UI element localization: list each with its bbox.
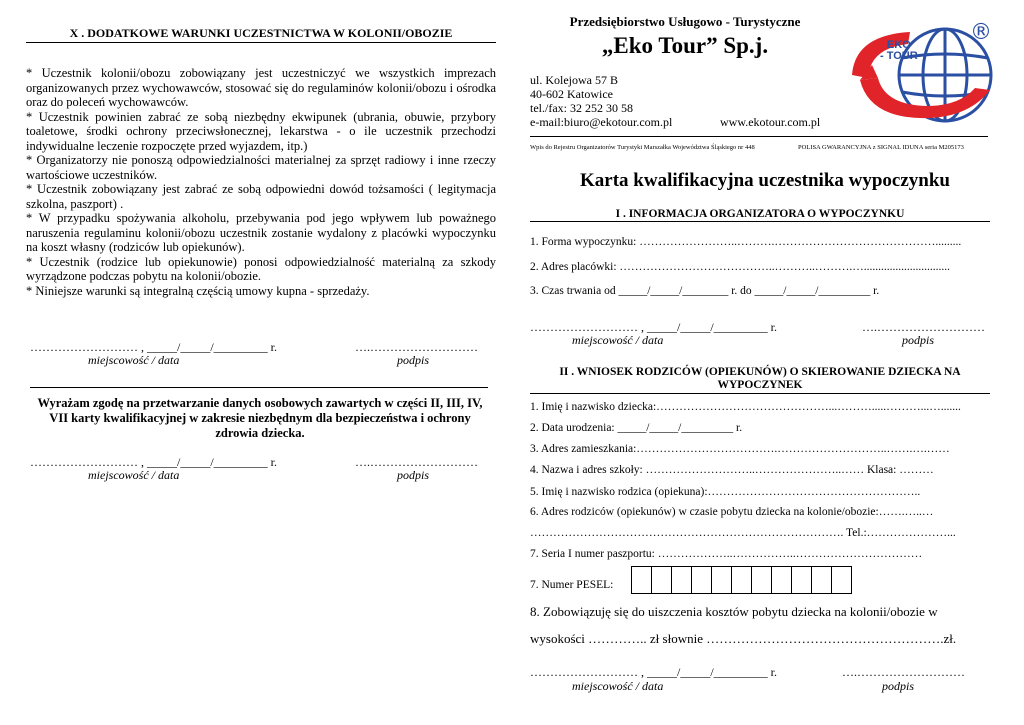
section-2-title: II . WNIOSEK RODZICÓW (OPIEKUNÓW) O SKIEROWANIE DZIECKA NA WYPOCZYNEK: [530, 366, 990, 394]
field-szkola[interactable]: 4. Nazwa i adres szkoły: ………………………..…………………..…… Klasa: ………: [530, 464, 934, 476]
page-title: Karta kwalifikacyjna uczestnika wypoczynku: [580, 170, 950, 191]
pesel-digit[interactable]: [771, 566, 792, 594]
field-adres-zamieszkania[interactable]: 3. Adres zamieszkania:……………………………….………………………..…….….……: [530, 443, 950, 455]
pesel-boxes[interactable]: [632, 566, 852, 594]
pesel-digit[interactable]: [751, 566, 772, 594]
field-adres-rodzicow[interactable]: 6. Adres rodziców (opiekunów) w czasie pobytu dziecka na kolonie/obozie:…….…..…: [530, 506, 934, 518]
caption-sign-3: podpis: [902, 333, 935, 347]
condition-item: * W przypadku spożywania alkoholu, przebywania pod jego wpływem lub poważnego naruszenia regulaminu kolonii/obozu uczestnik zostanie wydalony z placówki wypoczynku na koszt własny (rodziców lub opiekunów).: [26, 211, 496, 254]
signature-place-date-4: ……………………… , _____/_____/_________ r.: [530, 665, 778, 679]
pesel-digit[interactable]: [651, 566, 672, 594]
email: e-mail:biuro@ekotour.com.pl: [530, 115, 673, 129]
field-data-urodzenia[interactable]: 2. Data urodzenia: _____/_____/_________ r.: [530, 422, 743, 434]
contact-block: [530, 73, 672, 129]
field-rodzic[interactable]: 5. Imię i nazwisko rodzica (opiekuna):………………………………………………..: [530, 486, 921, 498]
caption-place-4: miejscowość / data: [572, 679, 664, 693]
section-1-title: I . INFORMACJA ORGANIZATORA O WYPOCZYNKU: [530, 208, 990, 222]
field-czas-trwania[interactable]: 3. Czas trwania od _____/_____/________ r. do _____/_____/_________ r.: [530, 285, 880, 297]
pesel-digit[interactable]: [691, 566, 712, 594]
condition-item: * Uczestnik zobowiązany jest zabrać ze sobą odpowiedni dowód tożsamości ( legitymacja szkolna, paszport) .: [26, 182, 496, 211]
condition-item: * Niniejsze warunki są integralną częścią umowy kupna - sprzedaży.: [26, 283, 370, 298]
field-forma[interactable]: 1. Forma wypoczynku: ……………………..……….…………………………………….........: [530, 236, 962, 248]
signature-sign-3: ….………………………: [862, 320, 985, 334]
field-wysokosc[interactable]: wysokości ………….. zł słownie ……………………………………………….zł.: [530, 631, 957, 646]
logo-text-bottom: - TOUR: [880, 50, 918, 62]
pesel-digit[interactable]: [711, 566, 732, 594]
pesel-digit[interactable]: [671, 566, 692, 594]
signature-place-date-3: ……………………… , _____/_____/_________ r.: [530, 320, 778, 334]
caption-sign-4: podpis: [882, 679, 915, 693]
caption-sign-2: podpis: [397, 468, 430, 482]
field-adres-placowki[interactable]: 2. Adres placówki: …………………………………..………..……….…..............................: [530, 261, 951, 273]
consent-text: Wyrażam zgodę na przetwarzanie danych osobowych zawartych w części II, III, IV, VII karty kwalifikacyjnej w zakresie niezbędnym dla bezpieczeństwa i ochrony zdrowia dziecka.: [37, 396, 483, 440]
signature-sign-2: ….………………………: [355, 455, 478, 469]
caption-sign-1: podpis: [397, 353, 430, 367]
company-name: „Eko Tour” Sp.j.: [601, 33, 769, 58]
field-zobowiazanie: 8. Zobowiązuję się do uiszczenia kosztów pobytu dziecka na kolonii/obozie w: [530, 604, 938, 619]
registry-note: Wpis do Rejestru Organizatorów Turystyki Marszałka Województwa Śląskiego nr 448: [530, 144, 755, 151]
signature-sign-1: ….………………………: [355, 340, 478, 354]
condition-item: * Uczestnik powinien zabrać ze sobą niezbędny ekwipunek (ubrania, obuwie, przybory toaletowe, środki ochrony przeciwsłonecznej, lekarstwa - o ile uczestnik przechodzi indywidualne leczenie rozpoczęte przed wyjazdem, itp.): [26, 109, 496, 153]
phone: tel./fax: 32 252 30 58: [530, 101, 633, 115]
pesel-digit[interactable]: [811, 566, 832, 594]
field-tel[interactable]: ………………………………………………………………………. Tel.:…………………...: [530, 527, 956, 539]
pesel-digit[interactable]: [831, 566, 852, 594]
signature-place-date-1: ……………………… , _____/_____/_________ r.: [30, 340, 278, 354]
conditions-text: [26, 66, 496, 298]
divider: [30, 387, 488, 388]
pesel-digit[interactable]: [631, 566, 652, 594]
condition-item: * Uczestnik kolonii/obozu zobowiązany jest uczestniczyć we wszystkich imprezach organizowanych przez wychowawców, stosować się do regulaminów kolonii/obozu i ośrodka oraz do poleceń wychowawców.: [26, 66, 496, 109]
address-line: ul. Kolejowa 57 B: [530, 73, 618, 87]
website-link[interactable]: www.ekotour.com.pl: [720, 115, 821, 129]
signature-sign-4: ….………………………: [842, 665, 965, 679]
pesel-label: 7. Numer PESEL:: [530, 579, 614, 591]
header-divider: [530, 136, 988, 137]
condition-item: * Organizatorzy nie ponoszą odpowiedzialności materialnej za sprzęt radiowy i inne rzeczy wartościowe uczestników.: [26, 153, 496, 182]
field-paszport[interactable]: 7. Seria I numer paszportu: ………………..……………..……………………………: [530, 548, 923, 560]
signature-place-date-2: ……………………… , _____/_____/_________ r.: [30, 455, 278, 469]
logo-text-top: EKO: [886, 39, 911, 51]
caption-place-1: miejscowość / data: [88, 353, 180, 367]
pesel-digit[interactable]: [731, 566, 752, 594]
caption-place-3: miejscowość / data: [572, 333, 664, 347]
address-line: 40-602 Katowice: [530, 87, 613, 101]
caption-place-2: miejscowość / data: [88, 468, 180, 482]
condition-item: * Uczestnik (rodzice lub opiekunowie) ponosi odpowiedzialność materialną za szkody wyrządzone podczas pobytu na kolonii/obozie.: [26, 254, 496, 283]
field-imie-dziecka[interactable]: 1. Imię i nazwisko dziecka:………………………………………...……….....………...….......: [530, 401, 961, 413]
pesel-digit[interactable]: [791, 566, 812, 594]
company-type: Przedsiębiorstwo Usługowo - Turystyczne: [569, 14, 801, 29]
policy-note: POLISA GWARANCYJNA z SIGNAL IDUNA seria M205173: [798, 144, 964, 151]
section-x-title: X . DODATKOWE WARUNKI UCZESTNICTWA W KOLONII/OBOZIE: [26, 26, 496, 43]
registered-mark: ®: [970, 20, 992, 45]
